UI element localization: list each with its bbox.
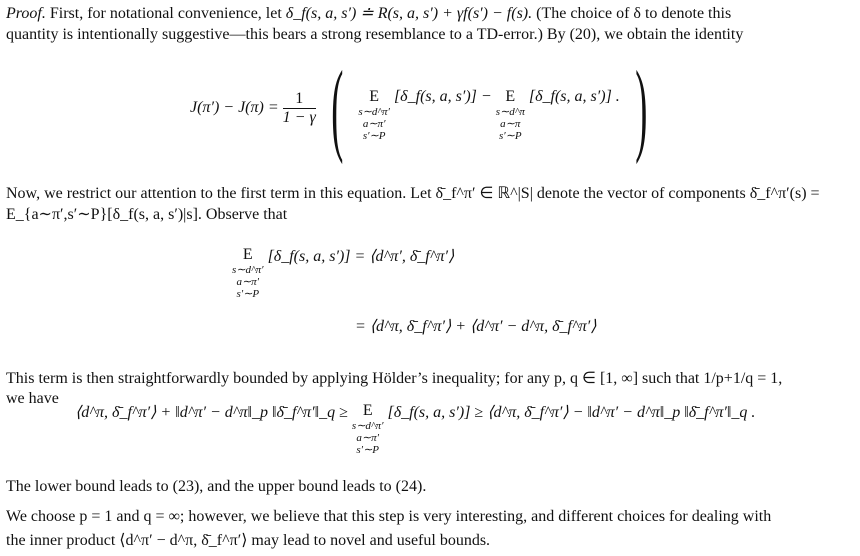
paragraph-4: The lower bound leads to (23), and the upper bound leads to (24). (6, 478, 427, 495)
sub: s′∼P (362, 130, 386, 142)
paragraph-3-line-1: This term is then straightforwardly bounded by applying Hölder’s inequality; for any p, q ∈ [1, ∞] such that 1/p+1/q = 1, (6, 370, 783, 387)
proof-paragraph-line-1 (6, 4, 731, 24)
text: (The choice of δ to denote this (532, 5, 732, 22)
paragraph-2-line-2: E_{a∼π′,s′∼P}[δ_f(s, a, s′)|s]. Observe that (6, 206, 288, 223)
expectation-symbol: E (505, 88, 516, 105)
expectation-symbol: E (362, 402, 373, 419)
equation-identity (190, 50, 658, 165)
sub: s∼d^π′ (232, 264, 264, 276)
sub: s∼d^π (495, 106, 525, 118)
sub: s′∼P (498, 130, 522, 142)
paragraph-3-line-2: we have (6, 390, 59, 407)
sub: s∼d^π′ (351, 420, 384, 432)
rhs: [δ_f(s, a, s′)] = ⟨d^π′, δ̄_f^π′⟩ (267, 248, 455, 265)
fraction (283, 90, 316, 127)
sub: a∼π (500, 118, 521, 130)
sub: s′∼P (356, 444, 380, 456)
expectation (352, 402, 384, 456)
expectation-symbol: E (242, 246, 253, 263)
text: First, for notational convenience, let (45, 5, 286, 22)
sub: a∼π′ (236, 276, 260, 288)
expectation (232, 246, 264, 300)
paragraph-2-line-1: Now, we restrict our attention to the first term in this equation. Let δ̄_f^π′ ∈ ℝ^|S| denote the vector of components δ̄_f^π′(s) = (6, 185, 820, 202)
numerator: 1 (283, 90, 316, 109)
sub: a∼π′ (362, 118, 386, 130)
delta-definition: δ_f(s, a, s′) ≐ R(s, a, s′) + γf(s′) − f(s). (285, 5, 533, 22)
holder-right: [δ_f(s, a, s′)] ≥ ⟨d^π, δ̄_f^π′⟩ − ‖d^π′ − d^π‖_p ‖δ̄_f^π′‖_q . (387, 404, 756, 421)
proof-paragraph-line-2: quantity is intentionally suggestive—this bears a strong resemblance to a TD-error.) By (20), we obtain the identity (6, 26, 744, 43)
left-paren: ( (331, 50, 344, 165)
equation-observe-line-1 (232, 246, 454, 300)
expectation-2 (496, 88, 525, 142)
holder-left: ⟨d^π, δ̄_f^π′⟩ + ‖d^π′ − d^π‖_p ‖δ̄_f^π′‖_q ≥ (75, 404, 348, 421)
equation-holder (75, 402, 755, 456)
expectation-1 (358, 88, 390, 142)
denominator: 1 − γ (282, 108, 316, 126)
equation-observe-line-2: = ⟨d^π, δ̄_f^π′⟩ + ⟨d^π′ − d^π, δ̄_f^π′⟩ (355, 318, 597, 335)
proof-label: Proof. (6, 5, 46, 22)
paragraph-5-line-1: We choose p = 1 and q = ∞; however, we believe that this step is very interesting, and different choices for dealing with (6, 508, 772, 525)
eq-lhs: J(π′) − J(π) = (190, 99, 279, 116)
sub: s′∼P (236, 288, 260, 300)
expectation-symbol: E (369, 88, 380, 105)
right-paren: ) (635, 50, 648, 165)
paragraph-5-line-2: the inner product ⟨d^π′ − d^π, δ̄_f^π′⟩ may lead to novel and useful bounds. (6, 532, 491, 549)
sub: s∼d^π′ (358, 106, 390, 118)
term-2: [δ_f(s, a, s′)] . (528, 88, 620, 105)
term-1: [δ_f(s, a, s′)] − (393, 88, 492, 105)
sub: a∼π′ (356, 432, 380, 444)
